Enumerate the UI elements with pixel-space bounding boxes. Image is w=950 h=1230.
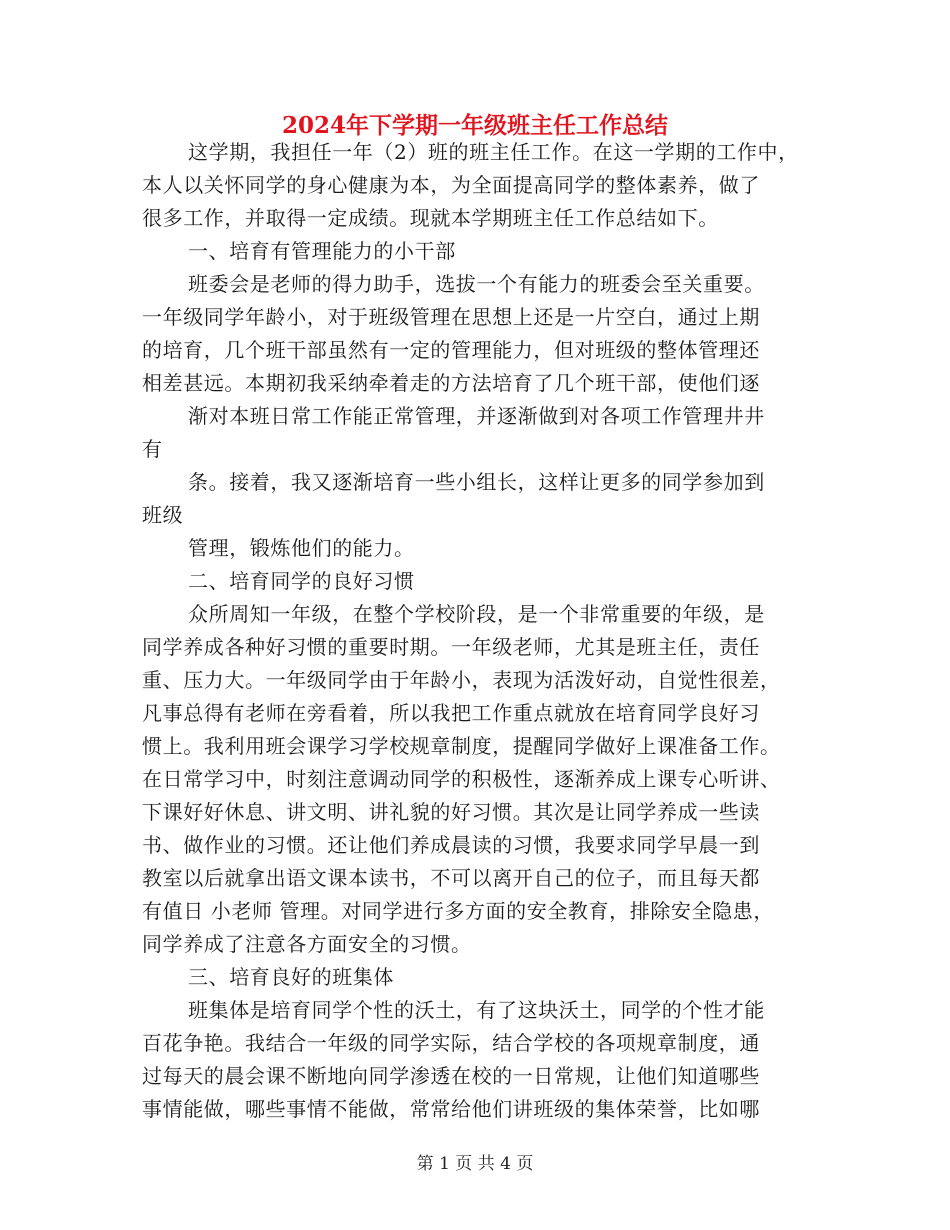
text-line: 相差甚远。本期初我采纳牵着走的方法培育了几个班干部，使他们逐 — [142, 371, 760, 395]
text-line: 的培育，几个班干部虽然有一定的管理能力，但对班级的整体管理还 — [142, 338, 760, 362]
text-line: 同学养成各种好习惯的重要时期。一年级老师，尤其是班主任，责任 — [142, 635, 760, 659]
text-line: 有 — [142, 437, 163, 461]
text-line: 条。接着，我又逐渐培育一些小组长，这样让更多的同学参加到 — [188, 470, 765, 494]
text-line: 过每天的晨会课不断地向同学渗透在校的一日常规，让他们知道哪些 — [142, 1064, 760, 1088]
text-line: 在日常学习中，时刻注意调动同学的积极性，逐渐养成上课专心听讲、 — [142, 767, 781, 791]
section-heading: 一、培育有管理能力的小干部 — [188, 239, 456, 263]
document-title: 2024年下学期一年级班主任工作总结 — [281, 112, 668, 139]
text-line: 教室以后就拿出语文课本读书，不可以离开自己的位子，而且每天都 — [142, 866, 760, 890]
text-line: 一年级同学年龄小，对于班级管理在思想上还是一片空白，通过上期 — [142, 305, 760, 329]
text-line: 书、做作业的习惯。还让他们养成晨读的习惯，我要求同学早晨一到 — [142, 833, 760, 857]
text-line: 班集体是培育同学个性的沃土，有了这块沃土，同学的个性才能 — [188, 998, 765, 1022]
text-line: 惯上。我利用班会课学习学校规章制度，提醒同学做好上课准备工作。 — [142, 734, 781, 758]
text-line: 班级 — [142, 503, 184, 527]
page-number-footer: 第 1 页 共 4 页 — [416, 1154, 534, 1174]
text-line: 班委会是老师的得力助手，选拔一个有能力的班委会至关重要。 — [188, 272, 765, 296]
text-line: 凡事总得有老师在旁看着，所以我把工作重点就放在培育同学良好习 — [142, 701, 760, 725]
text-line: 同学养成了注意各方面安全的习惯。 — [142, 932, 472, 956]
text-line: 事情能做，哪些事情不能做，常常给他们讲班级的集体荣誉，比如哪 — [142, 1097, 760, 1121]
text-line: 众所周知一年级，在整个学校阶段，是一个非常重要的年级，是 — [188, 602, 765, 626]
section-heading: 二、培育同学的良好习惯 — [188, 569, 415, 593]
text-line: 有值日 小老师 管理。对同学进行多方面的安全教育，排除安全隐患， — [142, 899, 774, 923]
text-line: 渐对本班日常工作能正常管理，并逐渐做到对各项工作管理井井 — [188, 404, 765, 428]
text-line: 很多工作，并取得一定成绩。现就本学期班主任工作总结如下。 — [142, 206, 719, 230]
text-line: 下课好好休息、讲文明、讲礼貌的好习惯。其次是让同学养成一些读 — [142, 800, 760, 824]
text-line: 重、压力大。一年级同学由于年龄小，表现为活泼好动，自觉性很差， — [142, 668, 781, 692]
text-line: 本人以关怀同学的身心健康为本，为全面提高同学的整体素养，做了 — [142, 173, 760, 197]
text-line: 管理，锻炼他们的能力。 — [188, 536, 415, 560]
text-line: 这学期，我担任一年（2）班的班主任工作。在这一学期的工作中， — [188, 140, 799, 164]
section-heading: 三、培育良好的班集体 — [188, 965, 394, 989]
text-line: 百花争艳。我结合一年级的同学实际，结合学校的各项规章制度，通 — [142, 1031, 760, 1055]
